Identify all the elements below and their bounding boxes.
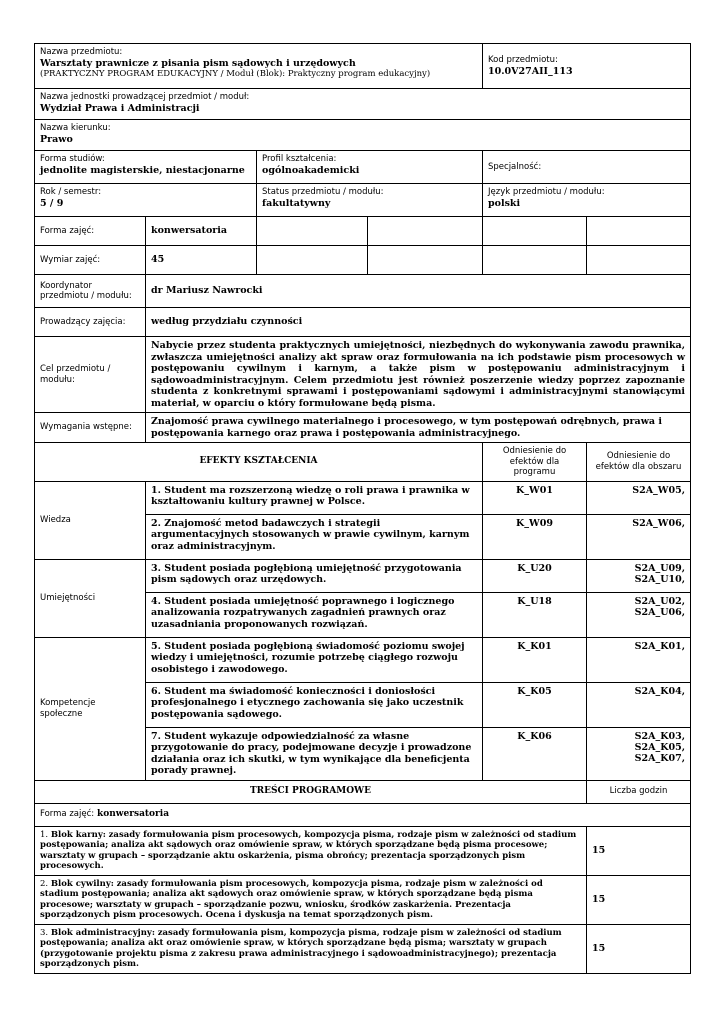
class-form-value: konwersatoria	[146, 217, 257, 246]
year-label: Rok / semestr:	[40, 187, 102, 197]
effect-area: S2A_K01,	[587, 637, 691, 682]
content-head: Blok karny:	[50, 829, 106, 840]
unit-cell	[35, 89, 691, 120]
group-skills: Umiejętności	[35, 559, 146, 637]
empty-cell	[483, 246, 587, 275]
content-text: zasady formułowania pism procesowych, kompozycja pisma, rodzaje pism w zależności od stadium postępowania; analiza akt sądowych oraz omówienie spraw, w których sporządzane będą pisma procesowe; warsztaty w grupach – sporządzanie pozwu, wniosku, środków zaskarżenia. Prezentacja sporządzonych pism procesowych. Ocena i dyskusja na temat sporządzonych pism.	[40, 878, 543, 920]
contents-hours-header: Liczba godzin	[587, 780, 691, 803]
effects-col-area: Odniesienie do efektów dla obszaru	[587, 443, 691, 482]
specialty-label: Specjalność:	[488, 161, 542, 172]
code-value: 10.0V27AII_113	[488, 65, 573, 77]
content-num: 1.	[40, 829, 49, 840]
requirements-label: Wymagania wstępne:	[35, 413, 146, 443]
effect-area: S2A_U09, S2A_U10,	[587, 559, 691, 592]
coordinator-value: dr Mariusz Nawrocki	[146, 275, 691, 308]
specialty-cell	[483, 151, 691, 184]
effect-program: K_U18	[483, 592, 587, 637]
content-item	[35, 924, 587, 973]
empty-cell	[587, 217, 691, 246]
hours-value: 45	[146, 246, 257, 275]
direction-cell	[35, 120, 691, 151]
year-cell	[35, 184, 257, 217]
content-num: 2.	[40, 878, 49, 889]
contents-form-value: konwersatoria	[97, 809, 170, 819]
language-cell	[483, 184, 691, 217]
empty-cell	[368, 217, 483, 246]
effect-program: K_K01	[483, 637, 587, 682]
profile-label: Profil kształcenia:	[262, 154, 337, 164]
content-head: Blok administracyjny:	[50, 927, 155, 938]
effect-text: 5. Student posiada pogłębioną świadomość poziomu swojej wiedzy i umiejętności, rozumie potrzebę ciągłego rozwoju osobistego i zawodowego.	[146, 637, 483, 682]
content-head: Blok cywilny:	[50, 878, 114, 889]
effect-text: 7. Student wykazuje odpowiedzialność za własne przygotowanie do pracy, podejmowane decyzje i prowadzone działania oraz ich skutki, w tym wynikające dla beneficjenta porady prawnej.	[146, 727, 483, 780]
profile-cell	[257, 151, 483, 184]
status-cell	[257, 184, 483, 217]
goal-label: Cel przedmiotu / modułu:	[35, 337, 146, 413]
language-label: Język przedmiotu / modułu:	[488, 187, 605, 197]
effect-text: 2. Znajomość metod badawczych i strategii argumentacyjnych stosowanych w prawie cywilnym, karnym oraz administracyjnym.	[146, 514, 483, 559]
effect-area: S2A_K04,	[587, 682, 691, 727]
effect-program: K_W01	[483, 481, 587, 514]
content-hours: 15	[587, 924, 691, 973]
unit-label: Nazwa jednostki prowadzącej przedmiot / moduł:	[40, 92, 250, 102]
content-item	[35, 826, 587, 875]
year-value: 5 / 9	[40, 197, 64, 209]
effect-area: S2A_W05,	[587, 481, 691, 514]
content-item	[35, 875, 587, 924]
subject-sub: (PRAKTYCZNY PROGRAM EDUKACYJNY / Moduł (Blok): Praktyczny program edukacyjny)	[40, 69, 431, 79]
content-hours: 15	[587, 826, 691, 875]
profile-value: ogólnoakademicki	[262, 164, 360, 176]
content-hours: 15	[587, 875, 691, 924]
effect-area: S2A_K03, S2A_K05, S2A_K07,	[587, 727, 691, 780]
effect-area: S2A_U02, S2A_U06,	[587, 592, 691, 637]
coordinator-label: Koordynator przedmiotu / modułu:	[35, 275, 146, 308]
study-form-cell	[35, 151, 257, 184]
subject-row	[35, 44, 691, 89]
effect-program: K_W09	[483, 514, 587, 559]
code-cell	[483, 44, 691, 89]
effect-program: K_K06	[483, 727, 587, 780]
effect-text: 3. Student posiada pogłębioną umiejętność przygotowania pism sądowych oraz urzędowych.	[146, 559, 483, 592]
direction-label: Nazwa kierunku:	[40, 123, 111, 133]
empty-cell	[257, 246, 368, 275]
effect-program: K_K05	[483, 682, 587, 727]
empty-cell	[368, 246, 483, 275]
subject-name: Warsztaty prawnicze z pisania pism sądowych i urzędowych	[40, 57, 356, 69]
study-form-label: Forma studiów:	[40, 154, 105, 164]
effects-title: EFEKTY KSZTAŁCENIA	[35, 443, 483, 482]
syllabus-sheet	[34, 43, 690, 974]
group-knowledge: Wiedza	[35, 481, 146, 559]
requirements-value: Znajomość prawa cywilnego materialnego i procesowego, w tym postępowań odrębnych, prawa i postępowania karnego oraz prawa i postępowania administracyjnego.	[146, 413, 691, 443]
effects-col-program: Odniesienie do efektów dla programu	[483, 443, 587, 482]
subject-cell	[35, 44, 483, 89]
effect-text: 4. Student posiada umiejętność poprawnego i logicznego analizowania rozpatrywanych zagadnień prawnych oraz uzasadniania proponowanych rozwiązań.	[146, 592, 483, 637]
effect-area: S2A_W06,	[587, 514, 691, 559]
contents-title: TREŚCI PROGRAMOWE	[35, 780, 587, 803]
direction-value: Prawo	[40, 133, 73, 145]
status-label: Status przedmiotu / modułu:	[262, 187, 384, 197]
effect-program: K_U20	[483, 559, 587, 592]
effect-text: 1. Student ma rozszerzoną wiedzę o roli prawa i prawnika w kształtowaniu kultury prawnej w Polsce.	[146, 481, 483, 514]
content-text: zasady formułowania pism, kompozycja pisma, rodzaje pism w zależności od stadium postępowania; analiza akt oraz omówienie spraw, w których sporządzane będą pisma; warsztaty w grupach (przygotowanie projektu pisma z zakresu prawa administracyjnego i sądowoadministracyjnego); prezentacja sporządzonych pism.	[40, 927, 562, 969]
empty-cell	[483, 217, 587, 246]
language-value: polski	[488, 197, 521, 209]
empty-cell	[257, 217, 368, 246]
empty-cell	[587, 246, 691, 275]
syllabus-table	[34, 43, 691, 974]
study-form-value: jednolite magisterskie, niestacjonarne	[40, 164, 245, 176]
goal-value: Nabycie przez studenta praktycznych umiejętności, niezbędnych do wykonywania zawodu prawnika, zwłaszcza umiejętności analizy akt spraw oraz formułowania na ich podstawie pism procesowych w postępowaniu cywilnym i karnym, a także pism w postępowaniu administracyjnym i sądowoadministracyjnym. Celem przedmiotu jest również poszerzenie wiedzy poprzez zapoznanie studenta z konkretnymi sprawami i postępowaniami sądowymi i administracyjnymi stanowiącymi materiał, w oparciu o który formułowane będą pisma.	[146, 337, 691, 413]
subject-label: Nazwa przedmiotu:	[40, 47, 123, 57]
contents-form-label: Forma zajęć:	[40, 809, 95, 819]
contents-form-cell	[35, 803, 691, 826]
code-label: Kod przedmiotu:	[488, 55, 558, 65]
teacher-value: według przydziału czynności	[146, 308, 691, 337]
class-form-label: Forma zajęć:	[35, 217, 146, 246]
content-text: zasady formułowania pism procesowych, kompozycja pisma, rodzaje pism w zależności od stadium postępowania; analiza akt sądowych oraz omówienie spraw, w których sporządzane będą pisma procesowe; warsztaty w grupach – sporządzanie aktu oskarżenia, pisma obrońcy; prezentacja sporządzonych pism procesowych.	[40, 829, 577, 871]
teacher-label: Prowadzący zajęcia:	[35, 308, 146, 337]
group-social: Kompetencje społeczne	[35, 637, 146, 780]
content-num: 3.	[40, 927, 49, 938]
effect-text: 6. Student ma świadomość konieczności i doniosłości profesjonalnego i etycznego zachowania się jako uczestnik postępowania sądowego.	[146, 682, 483, 727]
hours-label: Wymiar zajęć:	[35, 246, 146, 275]
unit-value: Wydział Prawa i Administracji	[40, 102, 200, 114]
status-value: fakultatywny	[262, 197, 331, 209]
